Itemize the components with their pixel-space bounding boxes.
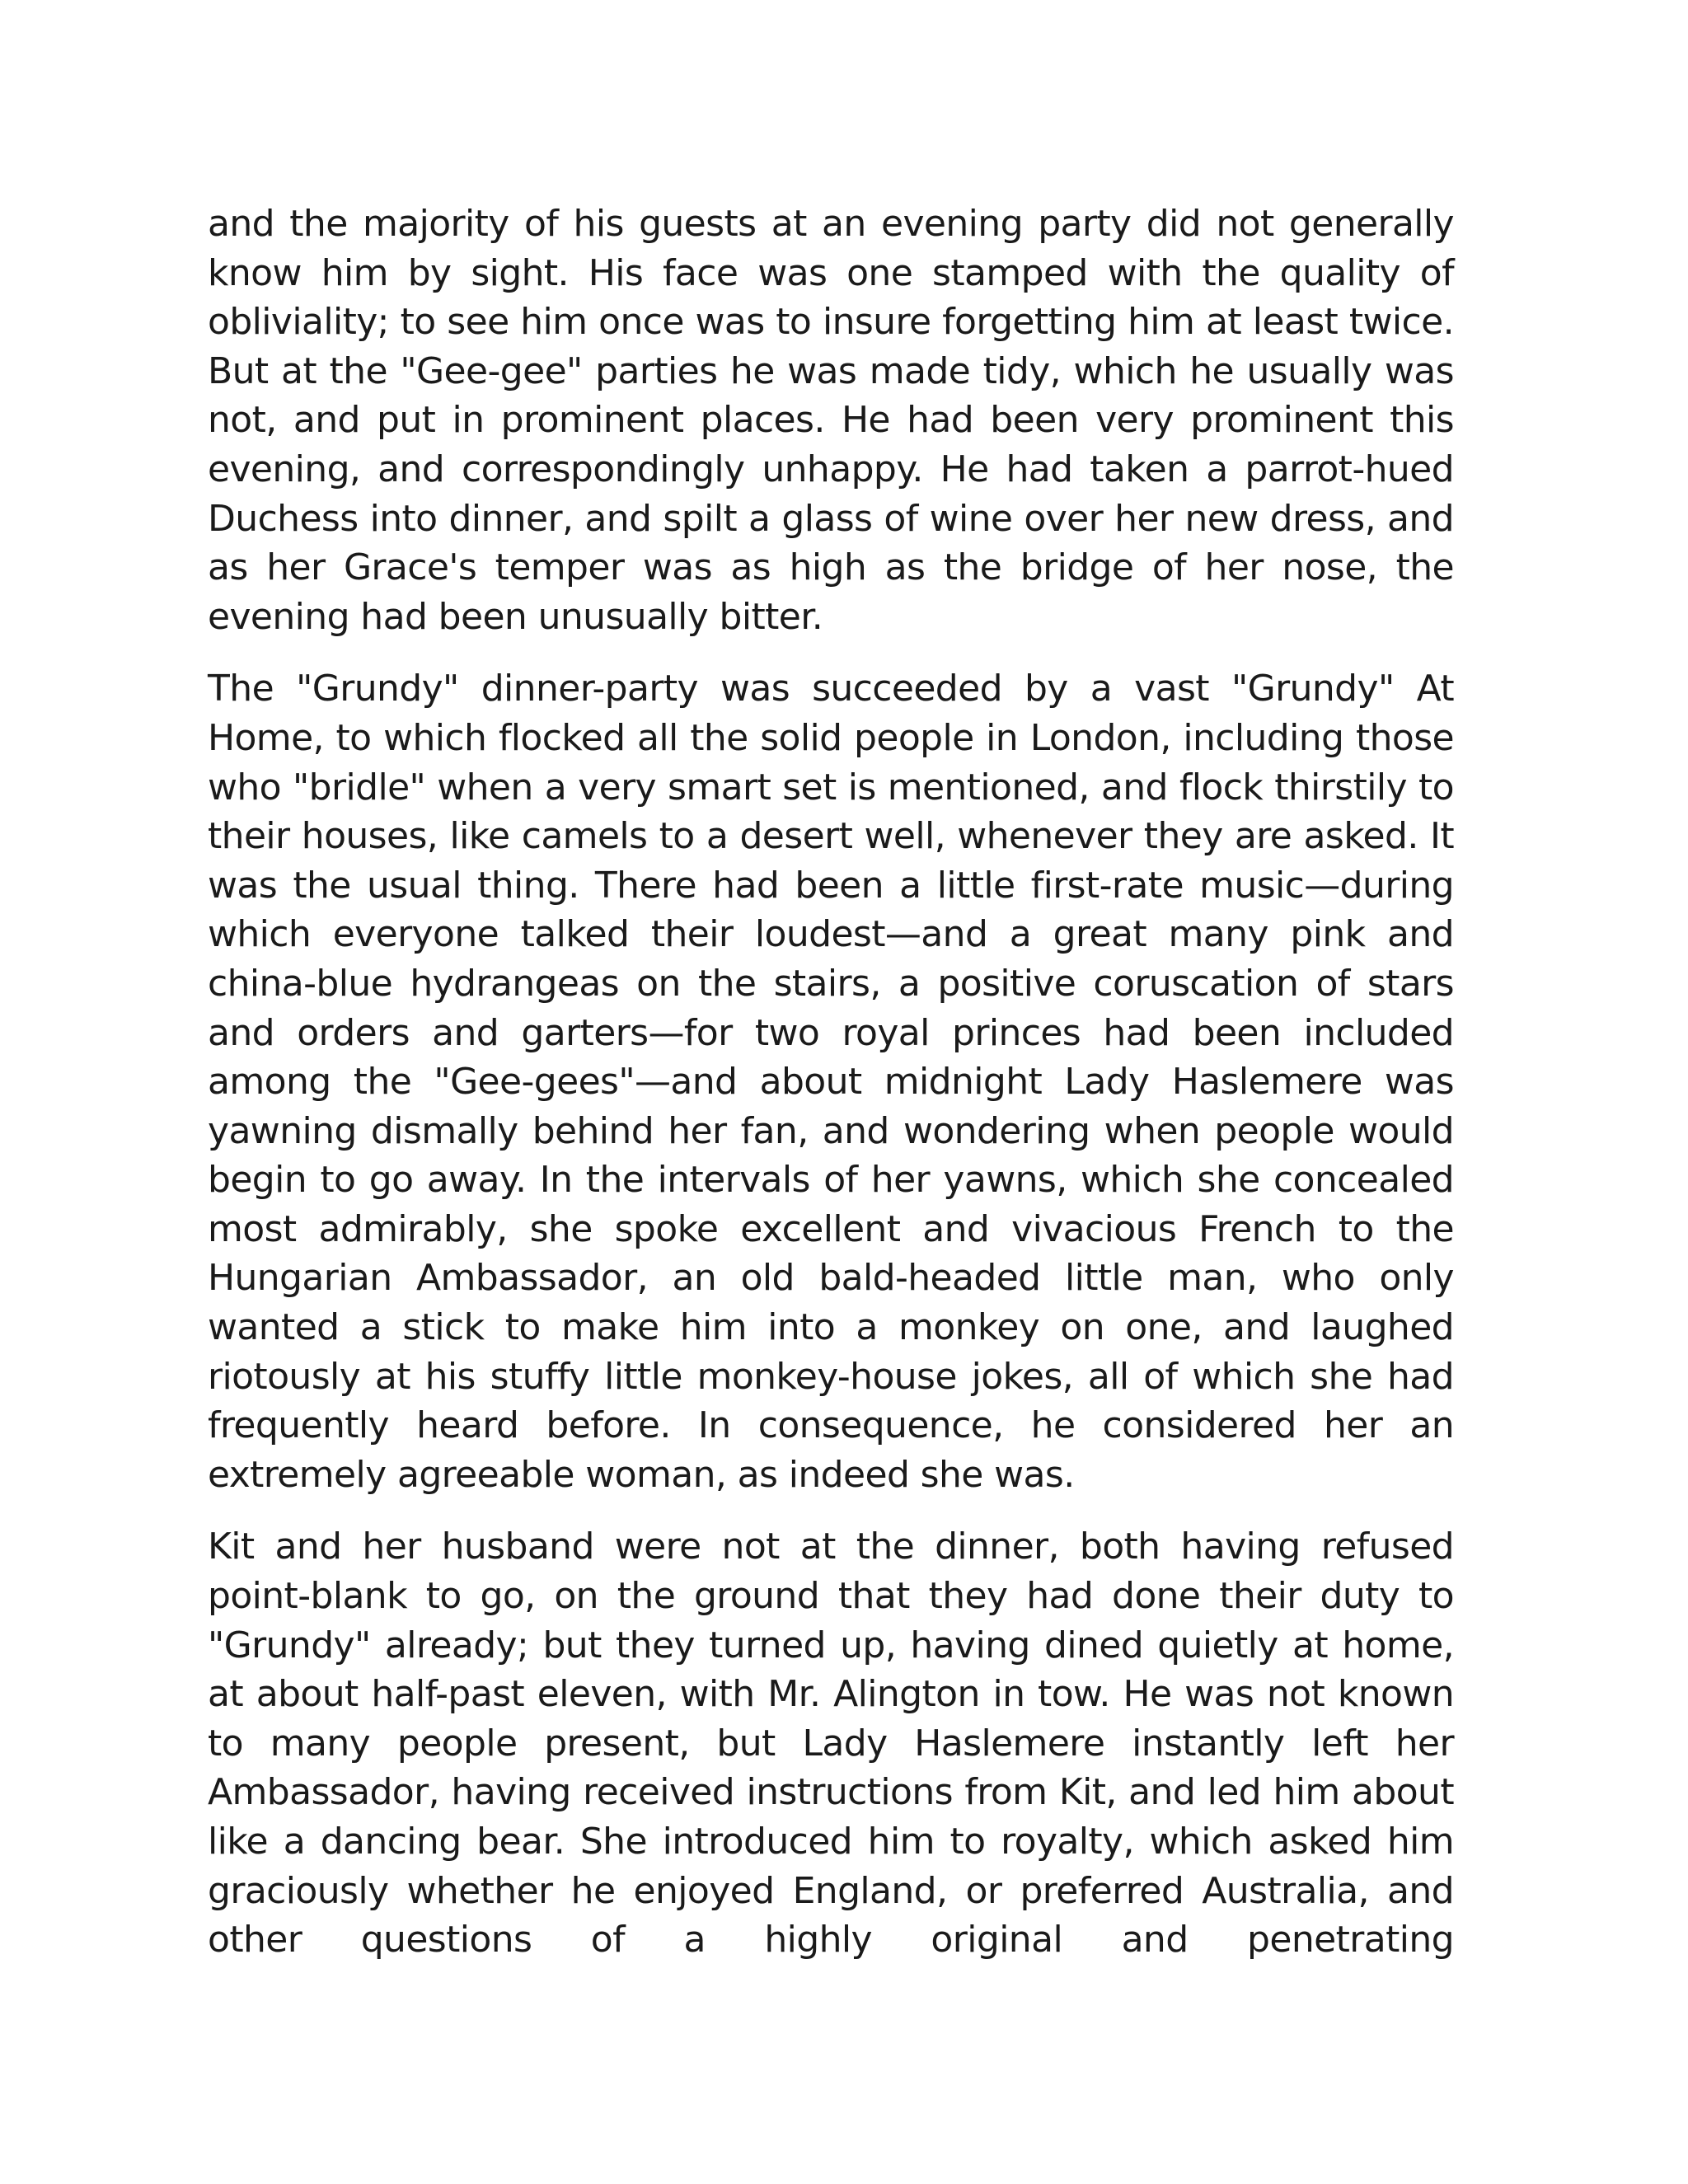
page-body [208, 199, 1454, 1988]
paragraph-3: Kit and her husband were not at the dinner, both having refused point-blank to go, on the ground that they had done their duty to "Grundy" already; but they turned up, having dined quietly at home, at about half-past eleven, with Mr. Alington in tow. He was not known to many people present, but Lady Haslemere instantly left her Ambassador, having received instructions from Kit, and led him about like a dancing bear. She introduced him to royalty, which asked him graciously whether he enjoyed England, or preferred Australia, and other questions of a highly original and penetrating [208, 1526, 1454, 1961]
paragraph-1: and the majority of his guests at an evening party did not generally know him by sight. His face was one stamped with the quality of obliviality; to see him once was to insure forgetting him at least twice. But at the "Gee-gee" parties he was made tidy, which he usually was not, and put in prominent places. He had been very prominent this evening, and correspondingly unhappy. He had taken a parrot-hued Duchess into dinner, and spilt a glass of wine over her new dress, and as her Grace's temper was as high as the bridge of her nose, the evening had been unusually bitter. [208, 203, 1454, 638]
paragraph-2: The "Grundy" dinner-party was succeeded by a vast "Grundy" At Home, to which flocked all the solid people in London, including those who "bridle" when a very smart set is mentioned, and flock thirstily to their houses, like camels to a desert well, whenever they are asked. It was the usual thing. There had been a little first-rate music—during which everyone talked their loudest—and a great many pink and china-blue hydrangeas on the stairs, a positive coruscation of stars and orders and garters—for two royal princes had been included among the "Gee-gees"—and about midnight Lady Haslemere was yawning dismally behind her fan, and wondering when people would begin to go away. In the intervals of her yawns, which she concealed most admirably, she spoke excellent and vivacious French to the Hungarian Ambassador, an old bald-headed little man, who only wanted a stick to make him into a monkey on one, and laughed riotously at his stuffy little monkey-house jokes, all of which she had frequently heard before. In consequence, he considered her an extremely agreeable woman, as indeed she was. [208, 668, 1454, 1496]
